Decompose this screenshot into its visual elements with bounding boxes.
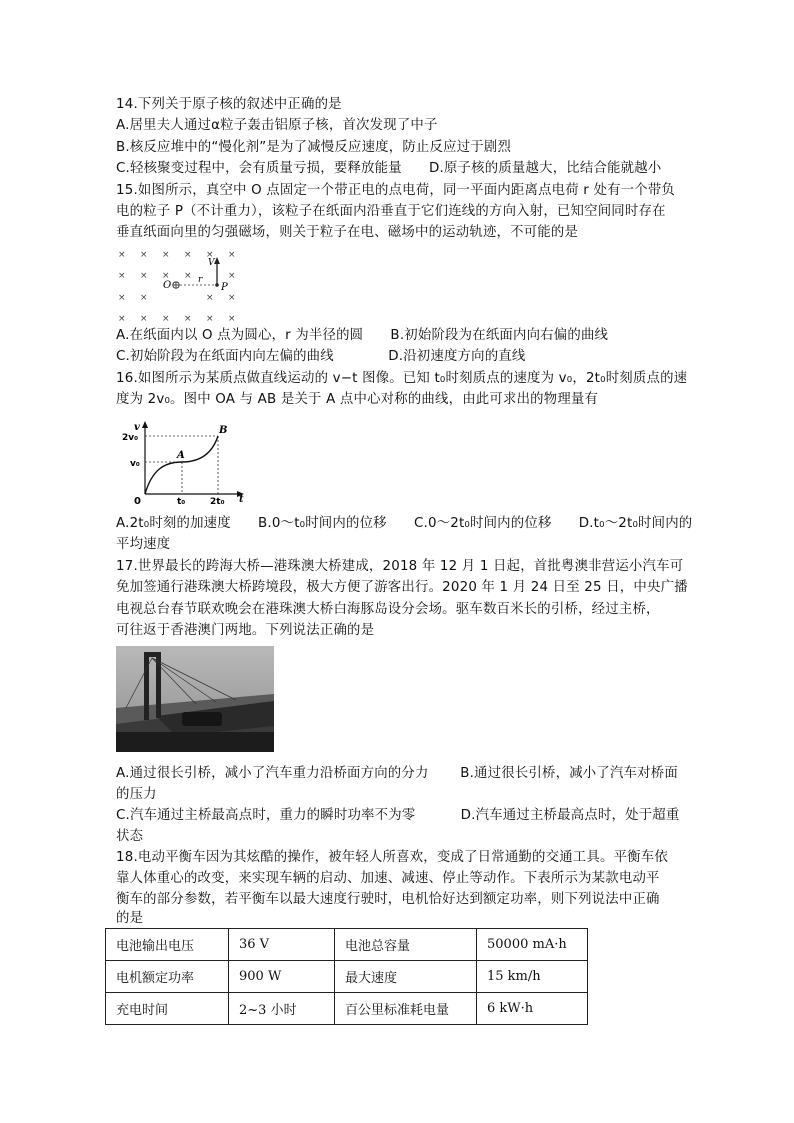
- q17-stem-line2: 免加签通行港珠澳大桥跨境段，极大方便了游客出行。2020 年 1 月 24 日至 25 日，中央广播: [116, 580, 688, 595]
- table-cell: 电机额定功率: [106, 961, 229, 993]
- svg-text:×: ×: [140, 293, 148, 303]
- table-cell: 36 V: [229, 929, 335, 961]
- svg-text:×: ×: [162, 314, 170, 323]
- table-cell: 900 W: [229, 961, 335, 993]
- svg-text:×: ×: [228, 271, 236, 281]
- q15-stem-line2: 电的粒子 P（不计重力），该粒子在纸面内沿垂直于它们连线的方向入射，已知空间同时存在: [116, 204, 666, 219]
- q18-stem-line1: 18.电动平衡车因为其炫酷的操作，被年轻人所喜欢，变成了日常通勤的交通工具。平衡车依: [116, 850, 668, 865]
- v-label: V: [208, 258, 215, 268]
- table-cell: 6 kW·h: [477, 993, 588, 1025]
- table-cell: 2~3 小时: [229, 993, 335, 1025]
- q17-option-cd-cont: 状态: [116, 829, 144, 844]
- q17-option-ab-cont: 的压力: [116, 787, 157, 802]
- q18-stem-line3: 衡车的部分参数，若平衡车以最大速度行驶时，电机恰好达到额定功率，则下列说法中正确: [116, 892, 660, 907]
- q18-stem-line2: 靠人体重心的改变，来实现车辆的启动、加速、减速、停止等动作。下表所示为某款电动平: [116, 871, 660, 886]
- table-cell: 15 km/h: [477, 961, 588, 993]
- q17-option-ab: A.通过很长引桥，减小了汽车重力沿桥面方向的分力 B.通过很长引桥，减小了汽车对桥面: [116, 766, 678, 781]
- svg-text:×: ×: [140, 314, 148, 323]
- svg-text:×: ×: [228, 314, 236, 323]
- q16-vt-graph: [118, 418, 248, 504]
- q16-stem-line2: 度为 2v₀。图中 OA 与 AB 是关于 A 点中心对称的曲线，由此可求出的物理量有: [116, 392, 599, 407]
- table-row: [106, 961, 588, 993]
- q16-options: A.2t₀时刻的加速度 B.0～t₀时间内的位移 C.0～2t₀时间内的位移 D.t₀～2t₀时间内的: [116, 516, 693, 531]
- v0-label: v₀: [130, 459, 140, 469]
- svg-text:×: ×: [184, 250, 192, 260]
- table-cell: 50000 mA·h: [477, 929, 588, 961]
- q16-stem-line1: 16.如图所示为某质点做直线运动的 v−t 图像。已知 t₀时刻质点的速度为 v₀，2t₀时刻质点的速: [116, 371, 688, 386]
- svg-text:×: ×: [206, 250, 214, 260]
- point-a-label: A: [177, 450, 185, 461]
- q14-stem: 14.下列关于原子核的叙述中正确的是: [116, 97, 342, 112]
- table-cell: 电池总容量: [335, 929, 477, 961]
- svg-text:×: ×: [184, 314, 192, 323]
- origin-label: 0: [134, 496, 141, 504]
- svg-text:×: ×: [228, 293, 236, 303]
- q15-stem-line3: 垂直纸面向里的匀强磁场，则关于粒子在电、磁场中的运动轨迹，不可能的是: [116, 225, 579, 240]
- svg-text:×: ×: [140, 271, 148, 281]
- svg-text:×: ×: [162, 271, 170, 281]
- svg-text:×: ×: [228, 250, 236, 260]
- svg-text:×: ×: [140, 250, 148, 260]
- q18-stem-line4: 的是: [116, 911, 144, 926]
- balance-car-parameter-table: [105, 928, 588, 1025]
- q15-option-cd: C.初始阶段为在纸面内向左偏的曲线 D.沿初速度方向的直线: [116, 349, 526, 364]
- q14-option-b: B.核反应堆中的“慢化剂”是为了减慢反应速度，防止反应过于剧烈: [116, 140, 512, 155]
- q17-option-cd: C.汽车通过主桥最高点时，重力的瞬时功率不为零 D.汽车通过主桥最高点时，处于超重: [116, 808, 680, 823]
- svg-text:×: ×: [206, 314, 214, 323]
- q17-stem-line3: 电视总台春节联欢晚会在港珠澳大桥白海豚岛设分会场。驱车数百米长的引桥，经过主桥，: [116, 602, 660, 617]
- q15-magnetic-field-figure: [112, 245, 242, 323]
- svg-text:×: ×: [118, 293, 126, 303]
- r-label: r: [198, 275, 203, 285]
- q14-option-a: A.居里夫人通过α粒子轰击铝原子核，首次发现了中子: [116, 118, 438, 133]
- t-axis-label: t: [239, 494, 244, 504]
- q16-options-cont: 平均速度: [116, 537, 171, 552]
- table-row: [106, 993, 588, 1025]
- table-cell: 电池输出电压: [106, 929, 229, 961]
- table-cell: 百公里标准耗电量: [335, 993, 477, 1025]
- p-label: P: [221, 282, 228, 293]
- q15-stem-line1: 15.如图所示，真空中 O 点固定一个带正电的点电荷，同一平面内距离点电荷 r 处有一个带负: [116, 183, 676, 198]
- v-axis-label: v: [134, 422, 140, 433]
- svg-text:×: ×: [162, 250, 170, 260]
- q15-option-ab: A.在纸面内以 O 点为圆心，r 为半径的圆 B.初始阶段为在纸面内向右偏的曲线: [116, 328, 609, 343]
- bridge-photo: [116, 646, 274, 752]
- svg-text:×: ×: [118, 250, 126, 260]
- svg-text:×: ×: [184, 271, 192, 281]
- two-t0-label: 2t₀: [210, 497, 225, 504]
- svg-text:×: ×: [118, 314, 126, 323]
- table-row: [106, 929, 588, 961]
- point-b-label: B: [219, 425, 228, 436]
- q17-stem-line4: 可往返于香港澳门两地。下列说法正确的是: [116, 623, 375, 638]
- q14-option-cd: C.轻核聚变过程中，会有质量亏损，要释放能量 D.原子核的质量越大，比结合能就越小: [116, 161, 662, 176]
- svg-text:×: ×: [118, 271, 126, 281]
- svg-text:×: ×: [206, 293, 214, 303]
- velocity-curve: [145, 436, 218, 494]
- o-label: O: [163, 280, 172, 291]
- table-cell: 最大速度: [335, 961, 477, 993]
- table-cell: 充电时间: [106, 993, 229, 1025]
- two-v0-label: 2v₀: [122, 433, 139, 443]
- t0-label: t₀: [177, 497, 186, 504]
- q17-stem-line1: 17.世界最长的跨海大桥—港珠澳大桥建成，2018 年 12 月 1 日起，首批粤澳非营运小汽车可: [116, 559, 684, 574]
